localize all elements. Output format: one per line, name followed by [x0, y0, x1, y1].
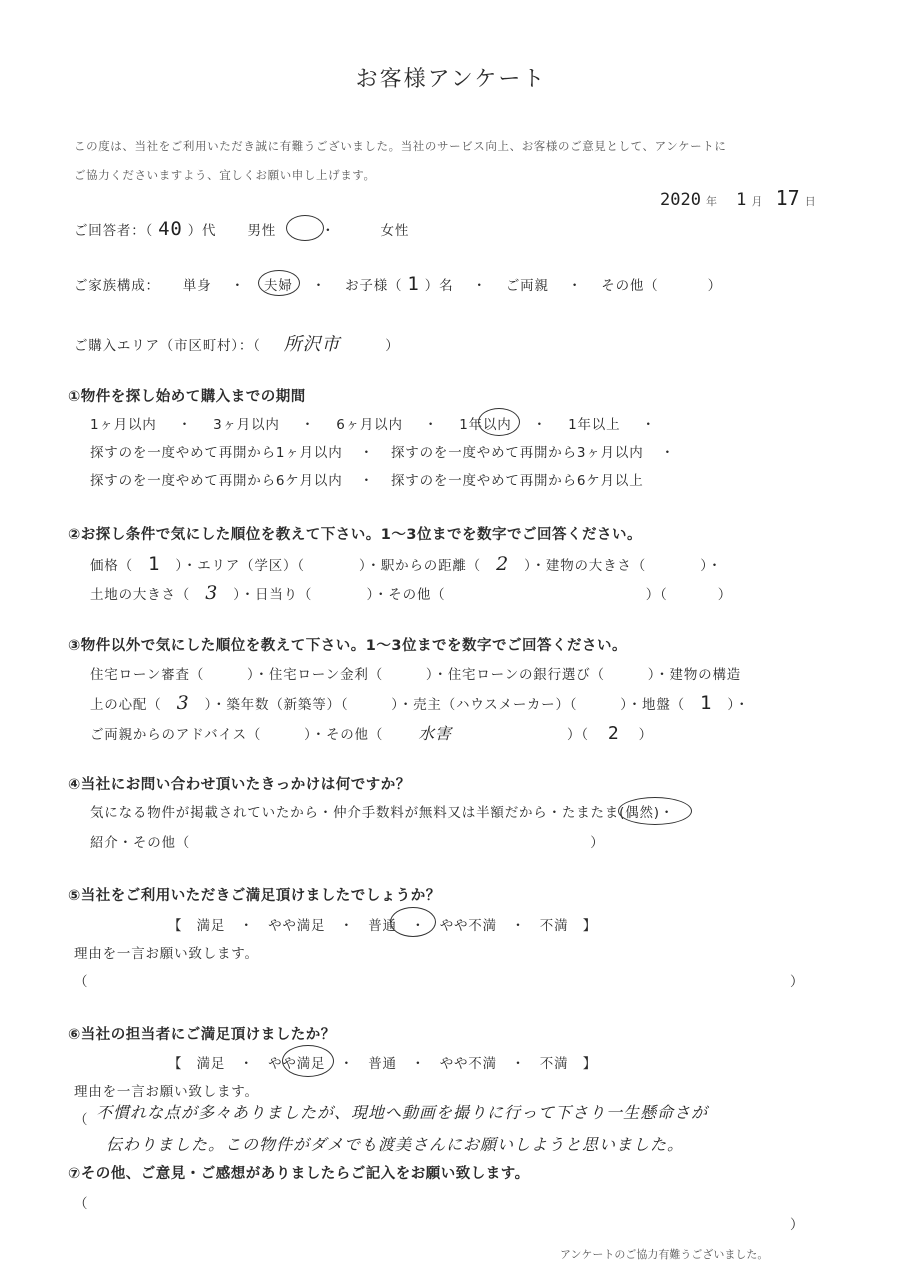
option-female[interactable]: 女性 [380, 223, 410, 239]
q2-other-label: ）・その他（ [366, 587, 446, 603]
q6-answer-line-2: 伝わりました。この物件がダメでも渡美さんにお願いしようと思いました。 [106, 1135, 685, 1154]
q2-land-rank: 3 [205, 582, 219, 604]
selection-circle-couple [258, 270, 300, 296]
separator: ・ [423, 417, 439, 433]
q6-scale[interactable]: 【 満足 ・ やや満足 ・ 普通 ・ やや不満 ・ 不満 】 [168, 1056, 597, 1072]
q2-row-1 [90, 553, 722, 575]
respondent-label: ご回答者：（ [74, 223, 154, 239]
q1-option[interactable]: 1年以上 [568, 417, 621, 433]
footer-thanks: アンケートのご協力有難うございました。 [560, 1248, 769, 1261]
option-other[interactable]: その他（ [601, 278, 659, 294]
separator: ・ [660, 445, 675, 461]
intro-line-1: この度は、当社をご利用いただき誠に有難うございました。当社のサービス向上、お客様のご意見として、アンケートに [74, 139, 727, 153]
date [660, 186, 816, 210]
q1-option[interactable]: 6ヶ月以内 [336, 417, 403, 433]
q6-reason-label: 理由を一言お願い致します。 [74, 1084, 259, 1100]
q5-reason-open: （ [74, 974, 89, 990]
q2-station-label: ）・駅からの距離（ [359, 558, 481, 574]
q5-scale[interactable]: 【 満足 ・ やや満足 ・ 普通 ・ やや不満 ・ 不満 】 [168, 918, 597, 934]
family-label: ご家族構成： [74, 278, 160, 294]
q2-other-mid: ）（ [645, 587, 668, 603]
separator: ・ [641, 417, 656, 433]
q1-row-1 [90, 413, 672, 433]
q7-heading: ⑦その他、ご意見・ご感想がありましたらご記入をお願い致します。 [68, 1166, 530, 1182]
q4-other-close: ） [590, 835, 605, 851]
q3-row-2 [90, 692, 749, 714]
q2-row-2 [90, 582, 732, 604]
q4-other-label: 紹介・その他（ [90, 835, 191, 851]
q6-heading: ⑥当社の担当者にご満足頂けましたか？ [68, 1027, 336, 1043]
q3-other-mid: ）（ [566, 727, 589, 743]
q1-option[interactable]: 探すのを一度やめて再開から3ヶ月以内 [391, 445, 644, 461]
area-close: ） [385, 338, 400, 354]
date-day: 17 [775, 186, 800, 210]
q3-other-label: ご両親からのアドバイス（ ）・その他（ [90, 727, 384, 743]
q3-row-3 [90, 721, 653, 744]
selection-circle-q6 [282, 1045, 334, 1077]
date-month: 1 [736, 190, 747, 210]
q1-option[interactable]: 探すのを一度やめて再開から1ヶ月以内 [90, 445, 343, 461]
area-row [74, 330, 400, 356]
area-label: ご購入エリア（市区町村）：（ [74, 338, 261, 354]
q2-building-label: ）・建物の大きさ（ [524, 558, 647, 574]
children-suffix: ）名 [424, 278, 454, 294]
separator: ・ [230, 278, 245, 294]
separator: ・ [300, 417, 316, 433]
intro-line-2: ご協力くださいますよう、宜しくお願い申し上げます。 [74, 168, 376, 182]
separator: ・ [359, 445, 374, 461]
q1-row-3 [90, 469, 644, 489]
q5-reason-label: 理由を一言お願い致します。 [74, 946, 259, 962]
q6-reason-open: （ [74, 1112, 89, 1128]
separator: ・ [532, 417, 547, 433]
q1-row-2 [90, 441, 675, 461]
separator: ・ [359, 473, 374, 489]
q5-heading: ⑤当社をご利用いただきご満足頂けましたでしょうか？ [68, 888, 441, 904]
q3-structure-label: 上の心配（ [90, 697, 162, 713]
q6-answer-line-1: 不慣れな点が多々ありましたが、現地へ動画を撮りに行って下さり一生懸命さが [96, 1103, 709, 1122]
q2-row-end: ）・ [700, 558, 723, 574]
q2-station-rank: 2 [496, 553, 509, 575]
area-value: 所沢市 [283, 334, 341, 355]
selection-circle-q4 [618, 797, 692, 825]
q3-heading: ③物件以外で気にした順位を教えて下さい。1～3位までを数字でご回答ください。 [68, 638, 627, 654]
q1-option[interactable]: 探すのを一度やめて再開から6ケ月以上 [391, 473, 644, 489]
option-single[interactable]: 単身 [182, 278, 212, 294]
q3-other-end: ） [638, 727, 653, 743]
family-row [74, 273, 722, 295]
page-title: お客様アンケート [355, 67, 547, 92]
separator: ・ [321, 223, 336, 239]
q1-option[interactable]: 1ヶ月以内 [90, 417, 157, 433]
q3-other-rank: 2 [607, 723, 620, 744]
respondent-row [74, 218, 409, 240]
separator: ・ [311, 278, 327, 294]
q2-land-label: 土地の大きさ（ [90, 587, 191, 603]
option-parents[interactable]: ご両親 [505, 278, 549, 294]
date-month-label: 月 [751, 195, 763, 208]
q3-structure-rank: 3 [176, 692, 190, 714]
q7-open: （ [74, 1196, 89, 1212]
respondent-age-suffix: ）代 [187, 223, 217, 239]
q4-heading: ④当社にお問い合わせ頂いたきっかけは何ですか？ [68, 777, 411, 793]
children-count: 1 [407, 273, 420, 295]
other-close: ） [707, 278, 722, 294]
q2-heading: ②お探し条件で気にした順位を教えて下さい。1～3位までを数字でご回答ください。 [68, 527, 642, 543]
q5-reason-close: ） [790, 974, 805, 990]
q3-row-2-middle: ）・築年数（新築等）（ ）・売主（ハウスメーカー）（ ）・地盤（ [204, 697, 685, 713]
option-couple[interactable]: 夫婦 [264, 278, 293, 294]
separator: ・ [472, 278, 487, 294]
date-year-label: 年 [706, 195, 718, 208]
q1-option[interactable]: 3ヶ月以内 [213, 417, 280, 433]
option-male[interactable]: 男性 [247, 223, 277, 239]
q2-area-label: ）・エリア（学区）（ [175, 558, 305, 574]
q1-option-selected[interactable]: 1年以内 [459, 417, 512, 433]
q2-other-end: ） [717, 587, 733, 603]
respondent-age: 40 [158, 218, 183, 240]
selection-circle-male [286, 215, 324, 241]
date-day-label: 日 [804, 195, 816, 208]
q3-ground-rank: 1 [700, 692, 713, 714]
separator: ・ [177, 417, 192, 433]
q1-option[interactable]: 探すのを一度やめて再開から6ケ月以内 [90, 473, 343, 489]
date-year: 2020 [660, 190, 701, 210]
q3-row-2-end: ）・ [727, 697, 750, 713]
selection-circle-q5 [390, 907, 436, 937]
q4-row-1: 気になる物件が掲載されていたから・仲介手数料が無料又は半額だから・たまたま(偶然)・ [90, 805, 675, 821]
q7-close: ） [790, 1217, 805, 1233]
q4-row-2 [90, 831, 605, 851]
q3-other-value: 水害 [418, 724, 452, 743]
q2-sun-label: ）・日当り（ [233, 587, 313, 603]
q3-row-1: 住宅ローン審査（ ）・住宅ローン金利（ ）・住宅ローンの銀行選び（ ）・建物の構造 [90, 667, 742, 683]
separator: ・ [567, 278, 583, 294]
selection-circle-q1 [478, 408, 520, 436]
q2-price-label: 価格（ [90, 558, 133, 574]
children-prefix: お子様（ [345, 278, 403, 294]
q2-price-rank: 1 [148, 553, 161, 575]
q1-heading: ①物件を探し始めて購入までの期間 [68, 389, 306, 405]
